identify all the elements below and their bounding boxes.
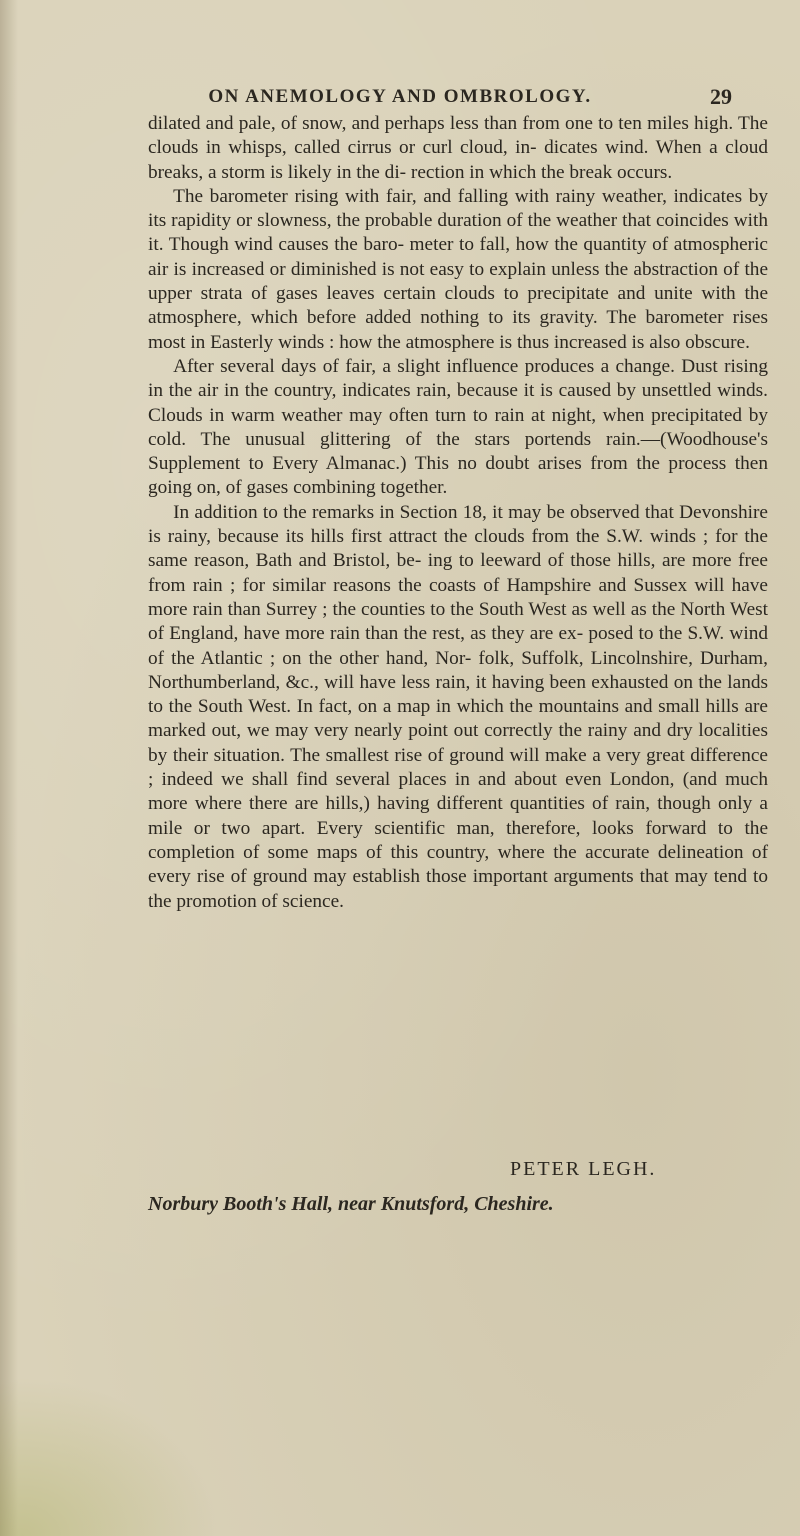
page-number: 29 (710, 84, 732, 109)
paragraph-1: dilated and pale, of snow, and perhaps less than from one to ten miles high. The clouds in whisps, called cirrus or curl cloud, in- dicates wind. When a cloud breaks, a storm is likely in the di- rection in which the break occurs. (148, 113, 768, 183)
signature: PETER LEGH. (510, 1158, 657, 1180)
address-line: Norbury Booth's Hall, near Knutsford, Cheshire. (148, 1193, 554, 1215)
paragraph-4: In addition to the remarks in Section 18, it may be observed that Devonshire is rainy, because its hills first attract the clouds from the S.W. winds ; for the same reason, Bath and Bristol, be- ing to leeward of those hills, are more free from rain ; for similar reasons the coasts of Hampshire and Sussex will have more rain than Surrey ; the counties to the South West as well as the North West of England, have more rain than the rest, as they are ex- posed to the S.W. wind of the Atlantic ; on the other hand, Nor- folk, Suffolk, Lincolnshire, Durham, Northumberland, &c., will have less rain, it having been exhausted on the lands to the South West. In fact, on a map in which the mountains and small hills are marked out, we may very nearly point out correctly the rainy and dry localities by their situation. The smallest rise of ground will make a very great difference ; indeed we shall find several places in and about even London, (and much more where there are hills,) having different quantities of rain, though only a mile or two apart. Every scientific man, therefore, looks forward to the completion of some maps of this country, where the accurate delineation of every rise of ground may establish those important arguments that may tend to the promotion of science. (148, 501, 768, 912)
running-title: ON ANEMOLOGY AND OMBROLOGY. (208, 86, 592, 107)
paragraph-3: After several days of fair, a slight influence produces a change. Dust rising in the air in the country, indicates rain, because it is caused by unsettled winds. Clouds in warm weather may often turn to rain at night, when precipitated by cold. The unusual glittering of the stars portends rain.—(Woodhouse's Supplement to Every Almanac.) This no doubt arises from the process then going on, of gases combining together. (148, 355, 768, 499)
page-gutter-shadow (0, 0, 18, 1536)
body-text (148, 112, 768, 914)
page-stain (0, 1376, 220, 1536)
paragraph-2: The barometer rising with fair, and falling with rainy weather, indicates by its rapidity or slowness, the probable duration of the weather that coincides with it. Though wind causes the baro- meter to fall, how the quantity of atmospheric air is increased or diminished is not easy to explain unless the abstraction of the upper strata of gases leaves certain clouds to precipitate and unite with the atmosphere, which before added nothing to its gravity. The barometer rises most in Easterly winds : how the atmosphere is thus increased is also obscure. (148, 185, 768, 353)
